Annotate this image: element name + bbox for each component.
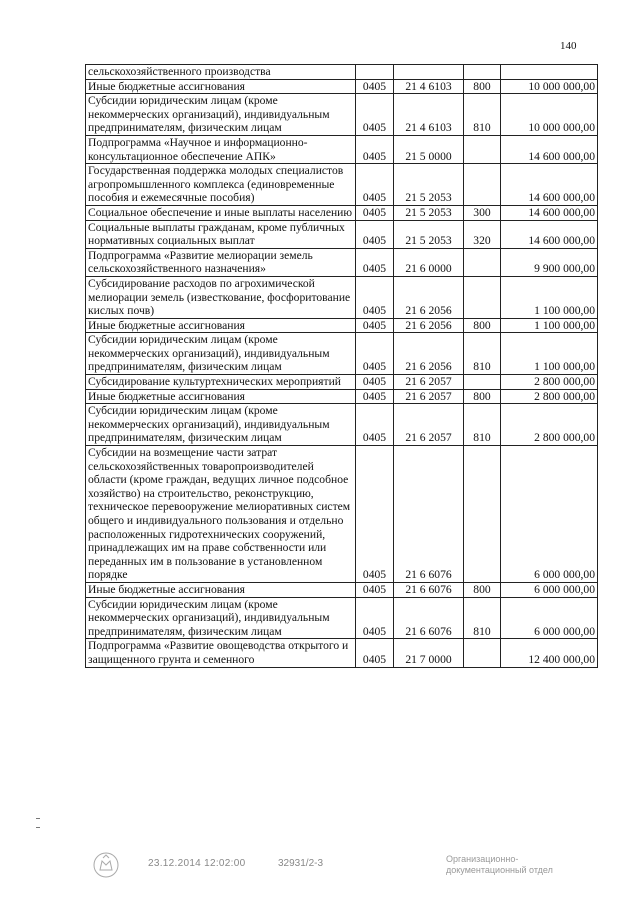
row-section-cell: 0405 (356, 94, 394, 136)
row-target-cell: 21 7 0000 (394, 639, 464, 667)
row-target-cell: 21 6 2057 (394, 375, 464, 390)
row-name-cell: Субсидии юридическим лицам (кроме некоммерческих организаций), индивидуальным предпринимателям, физическим лицам (86, 597, 356, 639)
row-target-cell: 21 4 6103 (394, 94, 464, 136)
row-section-cell: 0405 (356, 248, 394, 276)
row-expense-cell: 800 (464, 582, 501, 597)
row-expense-cell: 810 (464, 404, 501, 446)
row-target-cell: 21 5 2053 (394, 205, 464, 220)
row-target-cell: 21 6 2056 (394, 318, 464, 333)
row-name-cell: Иные бюджетные ассигнования (86, 318, 356, 333)
row-name-cell: Подпрограмма «Развитие овощеводства открытого и защищенного грунта и семенного (86, 639, 356, 667)
row-amount-cell: 1 100 000,00 (501, 318, 598, 333)
row-amount-cell: 6 000 000,00 (501, 582, 598, 597)
row-expense-cell: 810 (464, 333, 501, 375)
department-line: документационный отдел (446, 865, 553, 875)
table-row (86, 375, 598, 390)
row-amount-cell: 14 600 000,00 (501, 135, 598, 163)
row-section-cell: 0405 (356, 135, 394, 163)
table-row (86, 276, 598, 318)
row-section-cell (356, 65, 394, 80)
row-section-cell: 0405 (356, 205, 394, 220)
row-amount-cell: 10 000 000,00 (501, 79, 598, 94)
row-target-cell: 21 6 2056 (394, 276, 464, 318)
row-target-cell: 21 6 2057 (394, 404, 464, 446)
row-target-cell (394, 65, 464, 80)
margin-mark (36, 818, 40, 819)
row-amount-cell: 1 100 000,00 (501, 333, 598, 375)
row-name-cell: Иные бюджетные ассигнования (86, 582, 356, 597)
row-section-cell: 0405 (356, 582, 394, 597)
row-name-cell: Субсидирование культуртехнических мероприятий (86, 375, 356, 390)
row-target-cell: 21 5 0000 (394, 135, 464, 163)
department-line: Организационно- (446, 854, 519, 864)
row-name-cell: сельскохозяйственного производства (86, 65, 356, 80)
row-amount-cell (501, 65, 598, 80)
row-name-cell: Иные бюджетные ассигнования (86, 79, 356, 94)
row-name-cell: Социальные выплаты гражданам, кроме публичных нормативных социальных выплат (86, 220, 356, 248)
row-name-cell: Субсидии на возмещение части затрат сельскохозяйственных товаропроизводителей области (кроме граждан, ведущих личное подсобное хозяйство) на строительство, реконструкцию, техническое перевооружение мелиоративных систем общего и индивидуального пользования и отдельно расположенных гидротехнических сооружений, принадлежащих им на праве собственности или переданных им в пользование в установленном порядке (86, 446, 356, 583)
row-expense-cell (464, 639, 501, 667)
row-section-cell: 0405 (356, 639, 394, 667)
row-name-cell: Государственная поддержка молодых специалистов агропромышленного комплекса (единовременные пособия и ежемесячные пособия) (86, 164, 356, 206)
row-expense-cell: 810 (464, 94, 501, 136)
row-name-cell: Субсидии юридическим лицам (кроме некоммерческих организаций), индивидуальным предпринимателям, физическим лицам (86, 333, 356, 375)
row-expense-cell (464, 248, 501, 276)
row-amount-cell: 2 800 000,00 (501, 375, 598, 390)
row-target-cell: 21 6 6076 (394, 446, 464, 583)
row-expense-cell: 800 (464, 318, 501, 333)
table-row (86, 404, 598, 446)
table-row (86, 318, 598, 333)
document-footer (0, 848, 640, 888)
row-expense-cell (464, 135, 501, 163)
table-row (86, 248, 598, 276)
row-section-cell: 0405 (356, 389, 394, 404)
row-amount-cell: 12 400 000,00 (501, 639, 598, 667)
table-row (86, 79, 598, 94)
row-section-cell: 0405 (356, 597, 394, 639)
row-expense-cell: 320 (464, 220, 501, 248)
row-target-cell: 21 5 2053 (394, 220, 464, 248)
table-row (86, 135, 598, 163)
row-target-cell: 21 5 2053 (394, 164, 464, 206)
row-expense-cell (464, 164, 501, 206)
row-section-cell: 0405 (356, 318, 394, 333)
row-target-cell: 21 6 2057 (394, 389, 464, 404)
row-section-cell: 0405 (356, 446, 394, 583)
row-amount-cell: 14 600 000,00 (501, 205, 598, 220)
table-row (86, 94, 598, 136)
row-name-cell: Подпрограмма «Научное и информационно-консультационное обеспечение АПК» (86, 135, 356, 163)
row-amount-cell: 10 000 000,00 (501, 94, 598, 136)
row-expense-cell (464, 375, 501, 390)
row-name-cell: Подпрограмма «Развитие мелиорации земель сельскохозяйственного назначения» (86, 248, 356, 276)
row-name-cell: Иные бюджетные ассигнования (86, 389, 356, 404)
table-row (86, 582, 598, 597)
row-section-cell: 0405 (356, 333, 394, 375)
row-name-cell: Субсидирование расходов по агрохимической мелиорации земель (известкование, фосфоритование кислых почв) (86, 276, 356, 318)
row-expense-cell: 800 (464, 389, 501, 404)
row-expense-cell (464, 65, 501, 80)
row-target-cell: 21 6 0000 (394, 248, 464, 276)
row-amount-cell: 14 600 000,00 (501, 220, 598, 248)
row-amount-cell: 2 800 000,00 (501, 389, 598, 404)
row-target-cell: 21 6 6076 (394, 582, 464, 597)
table-row (86, 164, 598, 206)
row-amount-cell: 9 900 000,00 (501, 248, 598, 276)
row-name-cell: Субсидии юридическим лицам (кроме некоммерческих организаций), индивидуальным предпринимателям, физическим лицам (86, 404, 356, 446)
row-amount-cell: 1 100 000,00 (501, 276, 598, 318)
row-expense-cell (464, 446, 501, 583)
row-amount-cell: 14 600 000,00 (501, 164, 598, 206)
budget-table (85, 64, 598, 668)
table-row (86, 65, 598, 80)
table-row (86, 597, 598, 639)
row-target-cell: 21 4 6103 (394, 79, 464, 94)
row-amount-cell: 2 800 000,00 (501, 404, 598, 446)
margin-mark (36, 827, 40, 828)
row-name-cell: Социальное обеспечение и иные выплаты населению (86, 205, 356, 220)
row-name-cell: Субсидии юридическим лицам (кроме некоммерческих организаций), индивидуальным предпринимателям, физическим лицам (86, 94, 356, 136)
row-expense-cell: 810 (464, 597, 501, 639)
row-expense-cell (464, 276, 501, 318)
table-row (86, 220, 598, 248)
table-row (86, 446, 598, 583)
table-row (86, 389, 598, 404)
stamp-timestamp: 23.12.2014 12:02:00 (148, 858, 246, 869)
row-amount-cell: 6 000 000,00 (501, 446, 598, 583)
row-section-cell: 0405 (356, 220, 394, 248)
row-section-cell: 0405 (356, 79, 394, 94)
row-expense-cell: 800 (464, 79, 501, 94)
row-amount-cell: 6 000 000,00 (501, 597, 598, 639)
stamp-document-id: 32931/2-3 (278, 858, 324, 869)
department-name (446, 854, 553, 876)
row-expense-cell: 300 (464, 205, 501, 220)
row-section-cell: 0405 (356, 276, 394, 318)
table-row (86, 205, 598, 220)
page-number: 140 (560, 40, 577, 52)
row-section-cell: 0405 (356, 164, 394, 206)
emblem-icon (92, 851, 120, 879)
row-section-cell: 0405 (356, 375, 394, 390)
row-section-cell: 0405 (356, 404, 394, 446)
table-row (86, 639, 598, 667)
table-row (86, 333, 598, 375)
row-target-cell: 21 6 2056 (394, 333, 464, 375)
row-target-cell: 21 6 6076 (394, 597, 464, 639)
